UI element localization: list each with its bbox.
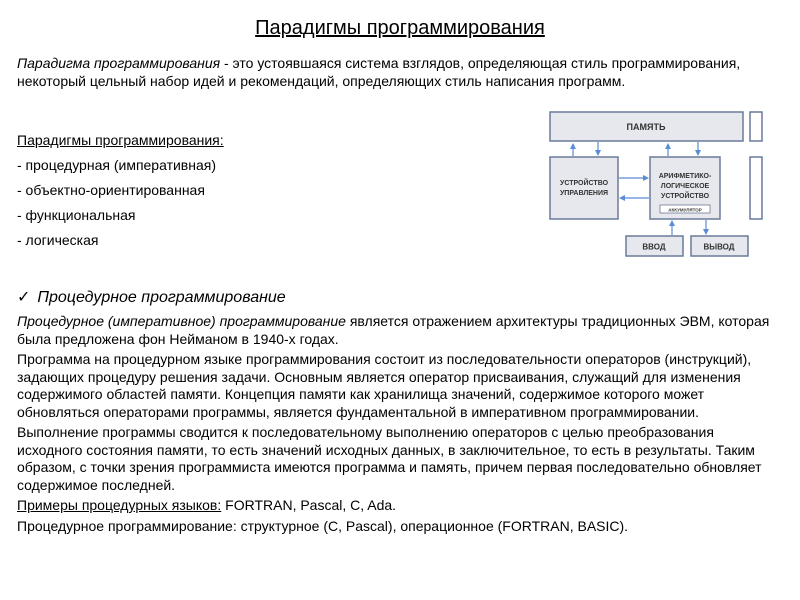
von-neumann-diagram [548,110,763,260]
definition-term: Парадигма программирования [17,55,221,71]
accumulator-label: АККУМУЛЯТОР [668,207,702,213]
section-title: Процедурное программирование [37,289,286,306]
definition-paragraph [17,54,762,90]
input-label: ВВОД [642,242,666,252]
paradigms-list [17,128,417,253]
body-text [17,313,777,538]
alu-label-1: АРИФМЕТИКО- [658,173,712,180]
body-paragraph-examples [17,497,777,515]
examples-label: Примеры процедурных языков: [17,497,222,513]
body-paragraph-3: Выполнение программы сводится к последовательному выполнению операторов с целью преобразования исходного состояния памяти, то есть значений исходных данных, в заключительное, то есть в результаты. Таким образом, с точки зрения программиста имеются программа и память, причем первая последовательно обновляет содержимое последней. [17,424,762,493]
paradigm-item-oop: - объектно-ориентированная [17,182,205,198]
right-side-bar [750,157,762,219]
memory-label: ПАМЯТЬ [626,122,666,132]
paradigm-item-procedural: - процедурная (императивная) [17,157,217,173]
control-unit-label-2: УПРАВЛЕНИЯ [559,190,609,197]
body-p1-term: Процедурное (императивное) программирование [17,313,346,329]
body-paragraph-2: Программа на процедурном языке программирования состоит из последовательности операторов (инструкций), задающих процедуру решения задачи. Основным является оператор присваивания, служащий для изменения содержимого областей памяти. Концепция памяти как хранилища значений, содержимое которого может обновляться операторами программы, является фундаментальной в императивном программировании. [17,351,752,420]
output-label: ВЫВОД [703,242,735,252]
examples-text: FORTRAN, Pascal, C, Ada. [221,497,397,513]
checkmark-icon: ✓ [17,289,31,306]
definition-text: - это устоявшаяся система взглядов, определяющая стиль программирования, некоторый цельный набор идей и рекомендаций, определяющих стиль написания программ. [17,55,741,89]
alu-label-2: ЛОГИЧЕСКОЕ [660,183,710,190]
paradigm-item-functional: - функциональная [17,207,136,223]
body-paragraph-last: Процедурное программирование: структурное (C, Pascal), операционное (FORTRAN, BASIC). [17,517,629,534]
control-unit-box [550,157,618,219]
memory-side-bar [750,112,762,141]
paradigm-item-logical: - логическая [17,232,99,248]
paradigms-heading: Парадигмы программирования: [17,132,224,148]
section-heading [17,287,286,307]
page-title: Парадигмы программирования [255,17,545,39]
body-p1-text: является отражением архитектуры традиционных ЭВМ, которая была предложена фон Нейманом в 1940-х годах. [17,313,770,347]
body-paragraph-1 [17,313,777,348]
control-unit-label-1: УСТРОЙСТВО [559,180,609,187]
alu-label-3: УСТРОЙСТВО [660,193,710,200]
